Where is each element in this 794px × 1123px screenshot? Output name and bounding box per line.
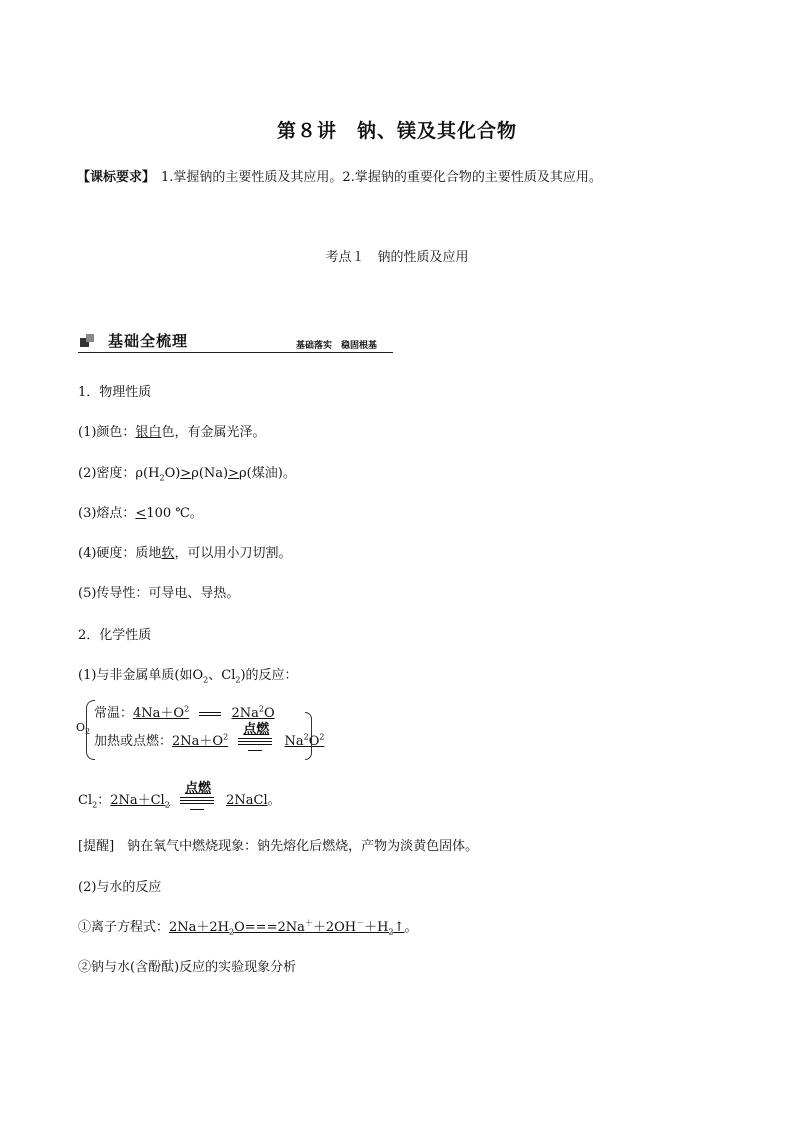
room-rhs: 2Na$^2$O bbox=[231, 704, 275, 721]
ionic-equation-line: ①离子方程式：$2Na+2H_2O===2Na^++2OH^-+H_2↑$。 bbox=[78, 918, 418, 937]
hardness-answer: 软 bbox=[161, 546, 175, 561]
heat-rhs: $Na^2O^2$ bbox=[284, 732, 325, 749]
ignite-condition-arrow: 点燃 bbox=[236, 734, 276, 750]
heat-lhs: $2Na+O^2$ bbox=[172, 732, 229, 749]
water-heading: (2)与水的反应 bbox=[78, 880, 162, 895]
equals-sign bbox=[199, 712, 221, 716]
course-requirements bbox=[77, 166, 602, 185]
room-lhs: $4Na+O^2$ bbox=[133, 704, 190, 721]
nonmetal-line: (1)与非金属单质(如$O_2$、$Cl_2$)的反应： bbox=[78, 668, 298, 685]
right-brace bbox=[305, 712, 312, 760]
chemical-heading: 2．化学性质 bbox=[78, 628, 152, 643]
conductivity-line: (5)传导性：可导电、导热。 bbox=[78, 586, 240, 601]
requirements-label: 【课标要求】 bbox=[77, 170, 156, 185]
heat-reaction: 加热或点燃：$2Na+O^2$ 点燃 $Na^2O^2$ bbox=[94, 721, 325, 749]
cl2-rhs: 2NaCl bbox=[226, 793, 268, 808]
density-answer-1: > bbox=[180, 466, 192, 481]
density-line: (2)密度：$\rho(H_2O)>\rho(Na)>\rho$(煤油)。 bbox=[78, 466, 296, 483]
melting-answer: < bbox=[135, 506, 147, 521]
page-title: 第８讲 钠、镁及其化合物 bbox=[276, 120, 517, 142]
hardness-line: (4)硬度：质地软，可以用小刀切割。 bbox=[78, 546, 292, 561]
banner-heading: 基础全梳理 bbox=[108, 332, 189, 350]
square-bullet-icon bbox=[80, 334, 94, 348]
cl2-condition-arrow: 点燃 bbox=[178, 793, 218, 809]
cl2-reaction: $Cl_2$：$2Na+Cl_2$ 点燃 2NaCl。 bbox=[78, 780, 281, 810]
tip-line bbox=[78, 835, 478, 854]
color-line: (1)颜色：银白色，有金属光泽。 bbox=[78, 425, 266, 440]
requirements-text: 1.掌握钠的主要性质及其应用。2.掌握钠的重要化合物的主要性质及其应用。 bbox=[161, 170, 602, 185]
tip-text: 钠在氧气中燃烧现象：钠先熔化后燃烧，产物为淡黄色固体。 bbox=[127, 839, 479, 854]
section-banner bbox=[78, 330, 393, 353]
color-answer: 银白 bbox=[135, 425, 162, 440]
room-temp-reaction: 常温：$4Na+O^2$ 2Na$^2$O bbox=[94, 704, 275, 721]
banner-subtitle: 基础落实 稳固根基 bbox=[296, 341, 378, 351]
tip-label: [提醒] bbox=[78, 839, 115, 854]
physical-heading: 1．物理性质 bbox=[78, 385, 152, 400]
ionic-equation: $2Na+2H_2O===2Na^++2OH^-+H_2↑$ bbox=[169, 918, 405, 937]
o2-label: $O_2$ bbox=[76, 721, 91, 737]
density-answer-2: > bbox=[228, 466, 240, 481]
section-heading: 考点１ 钠的性质及应用 bbox=[325, 250, 469, 265]
melting-line: (3)熔点：<100 ℃。 bbox=[78, 506, 203, 521]
analysis-line: ②钠与水(含酚酞)反应的实验现象分析 bbox=[78, 960, 297, 975]
cl2-lhs: $2Na+Cl_2$ bbox=[110, 793, 170, 810]
